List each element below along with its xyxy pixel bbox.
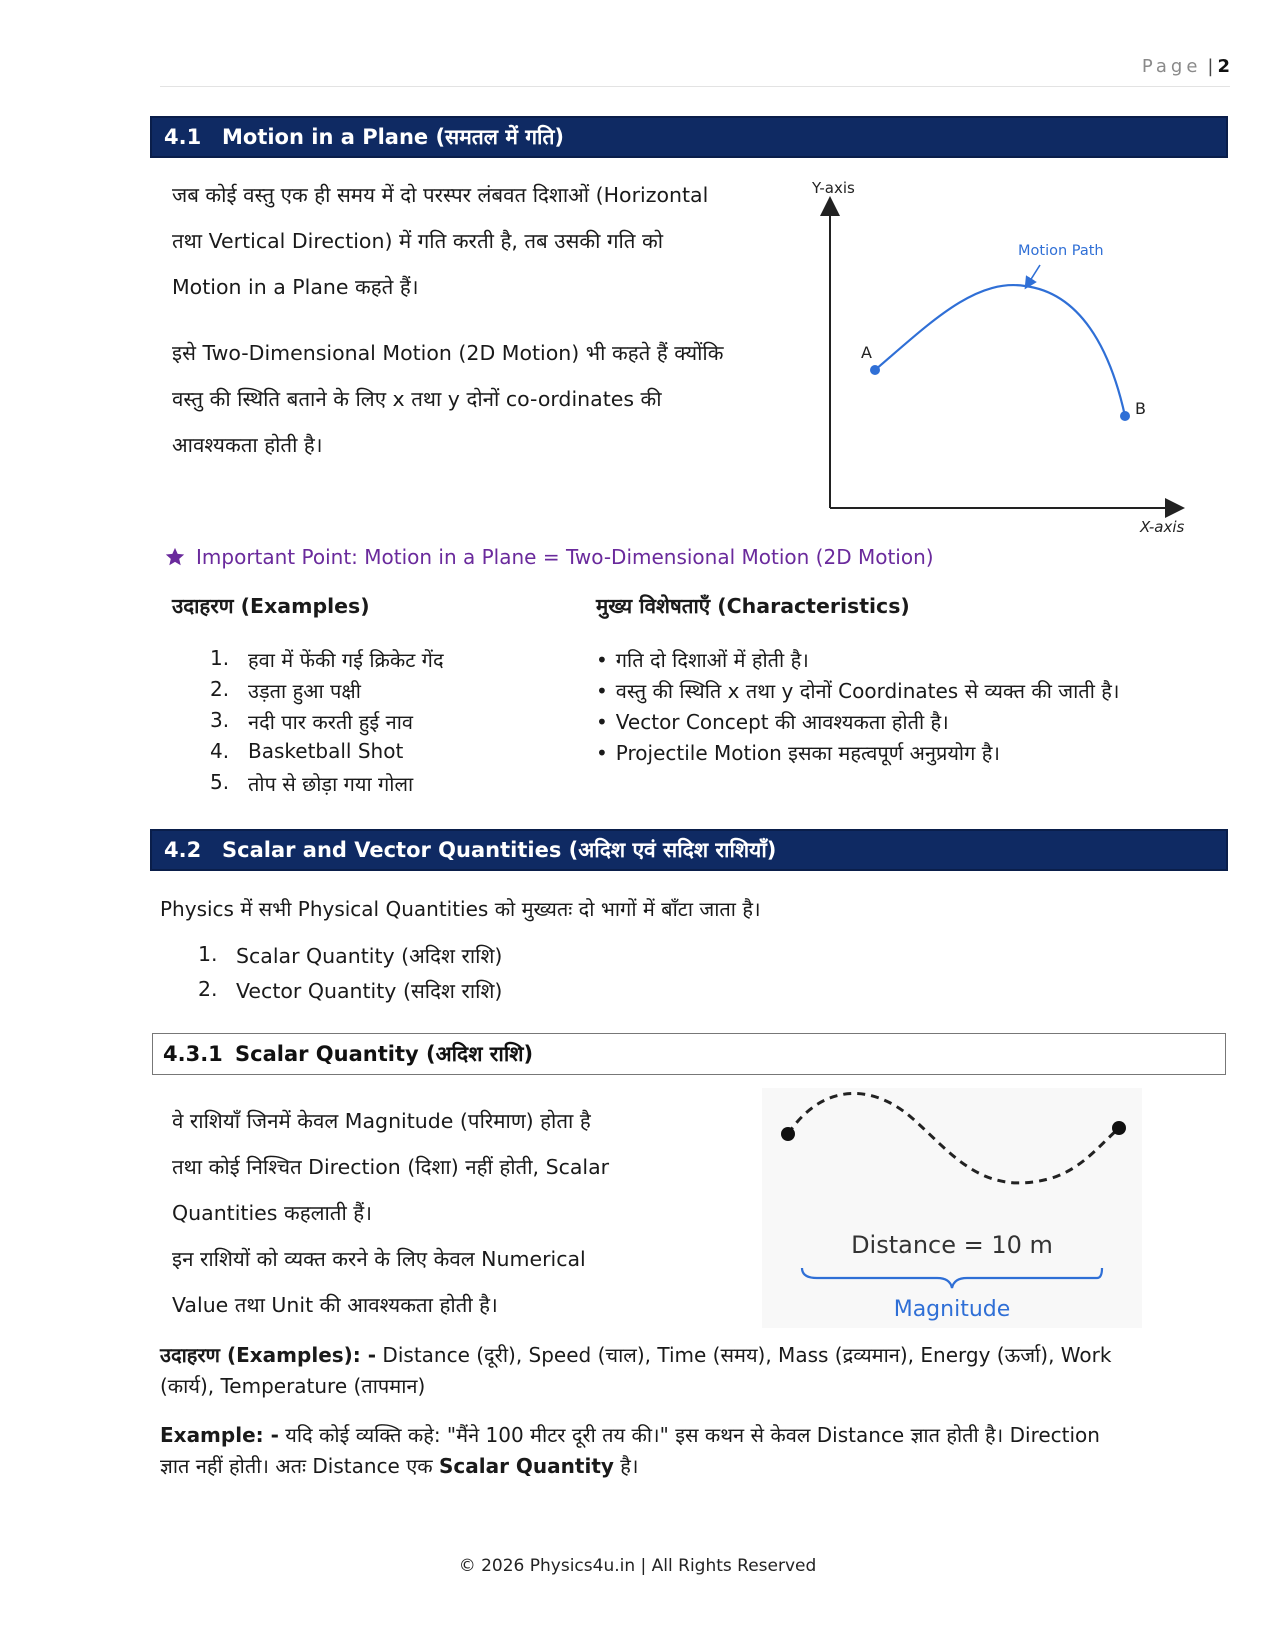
list-item xyxy=(210,770,444,801)
section-4-2-heading xyxy=(150,829,1228,871)
paragraph-line: इसे Two-Dimensional Motion (2D Motion) भी कहते हैं क्योंकि xyxy=(172,341,724,365)
example-text-2: ज्ञात नहीं होती। अतः Distance एक xyxy=(160,1454,439,1478)
motion-path-pointer xyxy=(1028,265,1040,284)
scalar-examples xyxy=(160,1341,1111,1368)
paragraph-line: इन राशियों को व्यक्त करने के लिए केवल Numerical xyxy=(172,1247,586,1271)
end-dot xyxy=(1112,1121,1126,1135)
examples-text: Distance (दूरी), Speed (चाल), Time (समय), Mass (द्रव्यमान), Energy (ऊर्जा), Work xyxy=(376,1343,1112,1367)
y-axis-label: Y-axis xyxy=(812,179,855,197)
list-item xyxy=(198,942,502,977)
s431-paragraph xyxy=(172,1098,609,1328)
paragraph-line: Quantities कहलाती हैं। xyxy=(172,1201,372,1225)
section-title: Motion in a Plane (समतल में गति) xyxy=(222,125,565,149)
important-point xyxy=(164,545,934,569)
paragraph-line: तथा Vertical Direction) में गति करती है, तब उसकी गति को xyxy=(172,229,664,253)
motion-path-figure xyxy=(780,178,1200,538)
s41-paragraph-1 xyxy=(172,172,708,310)
section-title: Scalar and Vector Quantities (अदिश एवं सदिश राशियाँ) xyxy=(222,838,777,862)
item-number: 3. xyxy=(210,708,230,732)
item-text: उड़ता हुआ पक्षी xyxy=(248,679,361,703)
footer: © 2026 Physics4u.in | All Rights Reserved xyxy=(458,1556,817,1576)
scalar-examples-cont: (कार्य), Temperature (तापमान) xyxy=(160,1374,426,1398)
item-number: 1. xyxy=(210,646,230,670)
list-item xyxy=(210,677,444,708)
motion-path-curve xyxy=(875,285,1125,416)
example-bold: Scalar Quantity xyxy=(439,1454,614,1478)
important-point-text: Important Point: Motion in a Plane = Two-Dimensional Motion (2D Motion) xyxy=(196,545,934,569)
item-text: Scalar Quantity (अदिश राशि) xyxy=(236,944,503,968)
x-axis-label: X-axis xyxy=(1140,518,1185,536)
page-separator: | xyxy=(1207,56,1214,77)
point-a-dot xyxy=(870,365,880,375)
item-text: Vector Quantity (सदिश राशि) xyxy=(236,979,503,1003)
item-number: 2. xyxy=(198,977,218,1001)
item-number: 4. xyxy=(210,739,230,763)
paragraph-line: तथा कोई निश्चित Direction (दिशा) नहीं होती, Scalar xyxy=(172,1155,610,1179)
list-item: • गति दो दिशाओं में होती है। xyxy=(596,646,1119,677)
list-item: • वस्तु की स्थिति x तथा y दोनों Coordinates से व्यक्त की जाती है। xyxy=(596,677,1119,708)
page-header xyxy=(160,56,1230,87)
distance-figure xyxy=(762,1088,1142,1328)
magnitude-label: Magnitude xyxy=(893,1297,1011,1322)
list-item xyxy=(210,646,444,677)
star-icon xyxy=(164,546,186,568)
paragraph-line: वस्तु की स्थिति बताने के लिए x तथा y दोनों co-ordinates की xyxy=(172,387,662,411)
example-text: यदि कोई व्यक्ति कहे: "मैंने 100 मीटर दूरी तय की।" इस कथन से केवल Distance ज्ञात होती है। Direction xyxy=(278,1423,1100,1447)
item-number: 2. xyxy=(210,677,230,701)
item-text: नदी पार करती हुई नाव xyxy=(248,710,414,734)
point-b-label: B xyxy=(1135,399,1146,418)
section-4-1-heading xyxy=(150,116,1228,158)
paragraph-line: वे राशियाँ जिनमें केवल Magnitude (परिमाण) होता है xyxy=(172,1109,591,1133)
example-label: Example: - xyxy=(160,1423,279,1447)
scalar-example xyxy=(160,1421,1100,1448)
list-item: • Vector Concept की आवश्यकता होती है। xyxy=(596,708,1119,739)
paragraph-line: Value तथा Unit की आवश्यकता होती है। xyxy=(172,1293,498,1317)
section-number: 4.1 xyxy=(164,125,202,149)
motion-path-label: Motion Path xyxy=(1018,243,1104,259)
section-4-3-1-heading xyxy=(152,1033,1226,1075)
point-a-label: A xyxy=(861,343,872,362)
section-number: 4.2 xyxy=(164,838,202,862)
item-text: तोप से छोड़ा गया गोला xyxy=(248,772,414,796)
characteristics-list xyxy=(596,646,1119,770)
item-number: 1. xyxy=(198,942,218,966)
paragraph-line: आवश्यकता होती है। xyxy=(172,433,323,457)
scalar-example-cont xyxy=(160,1452,638,1479)
page-number: 2 xyxy=(1217,56,1230,77)
s42-intro: Physics में सभी Physical Quantities को मुख्यतः दो भागों में बाँटा जाता है। xyxy=(160,897,761,921)
list-item xyxy=(210,739,444,770)
item-number: 5. xyxy=(210,770,230,794)
paragraph-line: Motion in a Plane कहते हैं। xyxy=(172,275,419,299)
examples-label: उदाहरण (Examples): - xyxy=(160,1343,377,1367)
start-dot xyxy=(781,1127,795,1141)
quantity-types-list xyxy=(198,942,502,1012)
examples-heading: उदाहरण (Examples) xyxy=(172,594,370,618)
point-b-dot xyxy=(1120,411,1130,421)
characteristics-heading: मुख्य विशेषताएँ (Characteristics) xyxy=(596,594,910,618)
item-text: Basketball Shot xyxy=(248,739,404,763)
paragraph-line: जब कोई वस्तु एक ही समय में दो परस्पर लंबवत दिशाओं (Horizontal xyxy=(172,183,709,207)
item-text: हवा में फेंकी गई क्रिकेट गेंद xyxy=(248,648,444,672)
section-number: 4.3.1 xyxy=(163,1042,223,1066)
example-end: है। xyxy=(613,1454,639,1478)
section-title: Scalar Quantity (अदिश राशि) xyxy=(235,1042,534,1066)
list-item xyxy=(210,708,444,739)
list-item: • Projectile Motion इसका महत्वपूर्ण अनुप्रयोग है। xyxy=(596,739,1119,770)
page-word: Page xyxy=(1141,56,1202,77)
distance-label: Distance = 10 m xyxy=(851,1231,1053,1259)
list-item xyxy=(198,977,502,1012)
examples-list xyxy=(210,646,444,801)
s41-paragraph-2 xyxy=(172,330,723,468)
